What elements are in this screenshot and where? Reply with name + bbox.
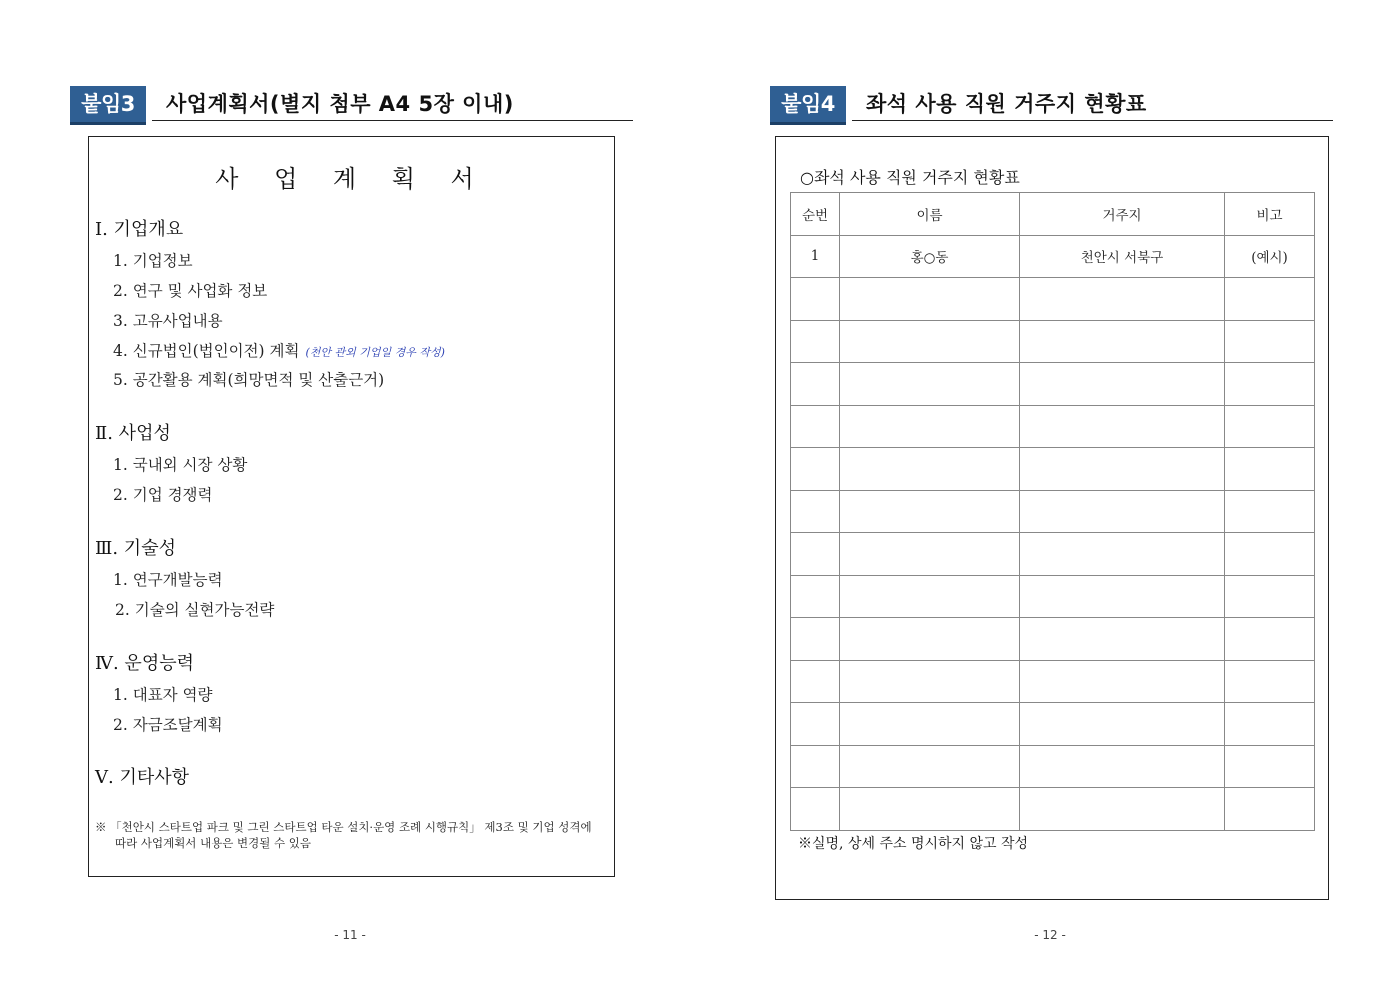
table-cell-empty[interactable] (1020, 703, 1225, 746)
residence-box (775, 136, 1329, 900)
table-cell-empty[interactable] (1225, 278, 1315, 321)
table-cell-empty[interactable] (791, 448, 840, 491)
table-header-row (791, 193, 1315, 236)
table-cell-empty[interactable] (791, 575, 840, 618)
table-cell-empty[interactable] (840, 745, 1020, 788)
section-heading: Ⅴ. 기타사항 (95, 767, 189, 788)
table-cell-empty[interactable] (840, 448, 1020, 491)
table-cell-empty[interactable] (1225, 490, 1315, 533)
table-cell-empty[interactable] (1020, 660, 1225, 703)
table-cell-empty[interactable] (1225, 405, 1315, 448)
table-cell-empty[interactable] (1020, 320, 1225, 363)
table-row (791, 363, 1315, 406)
table-cell[interactable]: (예시) (1225, 235, 1315, 278)
header-underline (852, 120, 1333, 121)
page-number: - 11 - (334, 928, 366, 942)
section-item (113, 339, 445, 361)
table-cell-empty[interactable] (791, 618, 840, 661)
footnote (95, 819, 592, 851)
table-row (791, 235, 1315, 278)
table-row (791, 703, 1315, 746)
table-cell-empty[interactable] (840, 363, 1020, 406)
table-cell-empty[interactable] (840, 278, 1020, 321)
table-cell-empty[interactable] (1020, 618, 1225, 661)
business-plan-box (88, 136, 615, 877)
table-cell-empty[interactable] (791, 320, 840, 363)
section-item: 2. 연구 및 사업화 정보 (113, 282, 268, 300)
section-item: 1. 기업정보 (113, 252, 193, 270)
table-cell-empty[interactable] (791, 745, 840, 788)
section-item: 5. 공간활용 계획(희망면적 및 산출근거) (113, 371, 385, 389)
table-cell-empty[interactable] (791, 405, 840, 448)
table-cell-empty[interactable] (1225, 660, 1315, 703)
section-heading: Ⅱ. 사업성 (95, 423, 171, 444)
table-cell-empty[interactable] (840, 575, 1020, 618)
table-cell-empty[interactable] (1020, 490, 1225, 533)
table-row (791, 788, 1315, 831)
table-title: ○좌석 사용 직원 거주지 현황표 (800, 168, 1020, 187)
section-heading: Ⅳ. 운영능력 (95, 653, 194, 674)
column-header: 순번 (791, 193, 840, 236)
table-row (791, 745, 1315, 788)
section-item-text: 4. 신규법인(법인이전) 계획 (113, 342, 300, 360)
table-cell-empty[interactable] (1020, 533, 1225, 576)
table-cell-empty[interactable] (1020, 405, 1225, 448)
table-cell-empty[interactable] (840, 533, 1020, 576)
section-item: 3. 고유사업내용 (113, 312, 223, 330)
table-cell-empty[interactable] (840, 405, 1020, 448)
section-item: 1. 연구개발능력 (113, 571, 223, 589)
table-cell-empty[interactable] (1020, 745, 1225, 788)
section-heading: Ⅲ. 기술성 (95, 538, 176, 559)
item-note: (천안 관외 기업일 경우 작성) (305, 346, 445, 359)
table-cell-empty[interactable] (1020, 448, 1225, 491)
footnote-line: ※ 「천안시 스타트업 파크 및 그린 스타트업 타운 설치·운영 조례 시행규칙」 제3조 및 기업 성격에 (95, 820, 592, 834)
table-row (791, 618, 1315, 661)
page-number: - 12 - (1034, 928, 1066, 942)
attachment-badge: 붙임3 (70, 86, 146, 125)
header-title: 좌석 사용 직원 거주지 현황표 (866, 92, 1147, 116)
table-cell-empty[interactable] (1020, 788, 1225, 831)
table-cell-empty[interactable] (1225, 320, 1315, 363)
table-cell-empty[interactable] (840, 490, 1020, 533)
section-item: 1. 대표자 역량 (113, 686, 213, 704)
table-cell-empty[interactable] (840, 660, 1020, 703)
right-page (700, 0, 1400, 989)
attachment-badge: 붙임4 (770, 86, 846, 125)
column-header: 이름 (840, 193, 1020, 236)
table-note: ※실명, 상세 주소 명시하지 않고 작성 (798, 836, 1029, 852)
table-cell-empty[interactable] (1225, 575, 1315, 618)
table-cell-empty[interactable] (1225, 448, 1315, 491)
table-cell-empty[interactable] (1020, 575, 1225, 618)
table-cell[interactable]: 1 (791, 235, 840, 278)
header-underline (152, 120, 633, 121)
table-cell[interactable]: 천안시 서북구 (1020, 235, 1225, 278)
table-cell-empty[interactable] (1225, 618, 1315, 661)
table-row (791, 660, 1315, 703)
section-heading: Ⅰ. 기업개요 (95, 219, 184, 240)
table-cell-empty[interactable] (840, 703, 1020, 746)
table-row (791, 490, 1315, 533)
table-cell-empty[interactable] (1020, 363, 1225, 406)
column-header: 비고 (1225, 193, 1315, 236)
table-row (791, 575, 1315, 618)
table-cell-empty[interactable] (791, 490, 840, 533)
section-item: 1. 국내외 시장 상황 (113, 456, 248, 474)
section-item: 2. 자금조달계획 (113, 716, 223, 734)
table-cell-empty[interactable] (1020, 278, 1225, 321)
doc-title: 사 업 계 획 서 (215, 165, 488, 193)
table-cell-empty[interactable] (791, 278, 840, 321)
table-cell-empty[interactable] (1225, 703, 1315, 746)
table-row (791, 533, 1315, 576)
section-item: 2. 기술의 실현가능전략 (115, 601, 275, 619)
table-cell-empty[interactable] (840, 788, 1020, 831)
table-cell-empty[interactable] (840, 320, 1020, 363)
table-cell-empty[interactable] (791, 660, 840, 703)
table-cell-empty[interactable] (1225, 533, 1315, 576)
table-cell[interactable]: 홍○동 (840, 235, 1020, 278)
table-cell-empty[interactable] (791, 533, 840, 576)
residence-table (790, 192, 1315, 831)
table-row (791, 448, 1315, 491)
table-cell-empty[interactable] (1225, 788, 1315, 831)
table-cell-empty[interactable] (791, 703, 840, 746)
footnote-line: 따라 사업계획서 내용은 변경될 수 있음 (115, 836, 312, 850)
section-item: 2. 기업 경쟁력 (113, 486, 213, 504)
table-cell-empty[interactable] (1225, 745, 1315, 788)
left-header (70, 86, 633, 124)
table-row (791, 405, 1315, 448)
column-header: 거주지 (1020, 193, 1225, 236)
header-title: 사업계획서(별지 첨부 A4 5장 이내) (166, 92, 514, 116)
table-row (791, 320, 1315, 363)
table-cell-empty[interactable] (1225, 363, 1315, 406)
table-cell-empty[interactable] (791, 363, 840, 406)
table-cell-empty[interactable] (840, 618, 1020, 661)
table-row (791, 278, 1315, 321)
table-cell-empty[interactable] (791, 788, 840, 831)
right-header (770, 86, 1333, 124)
